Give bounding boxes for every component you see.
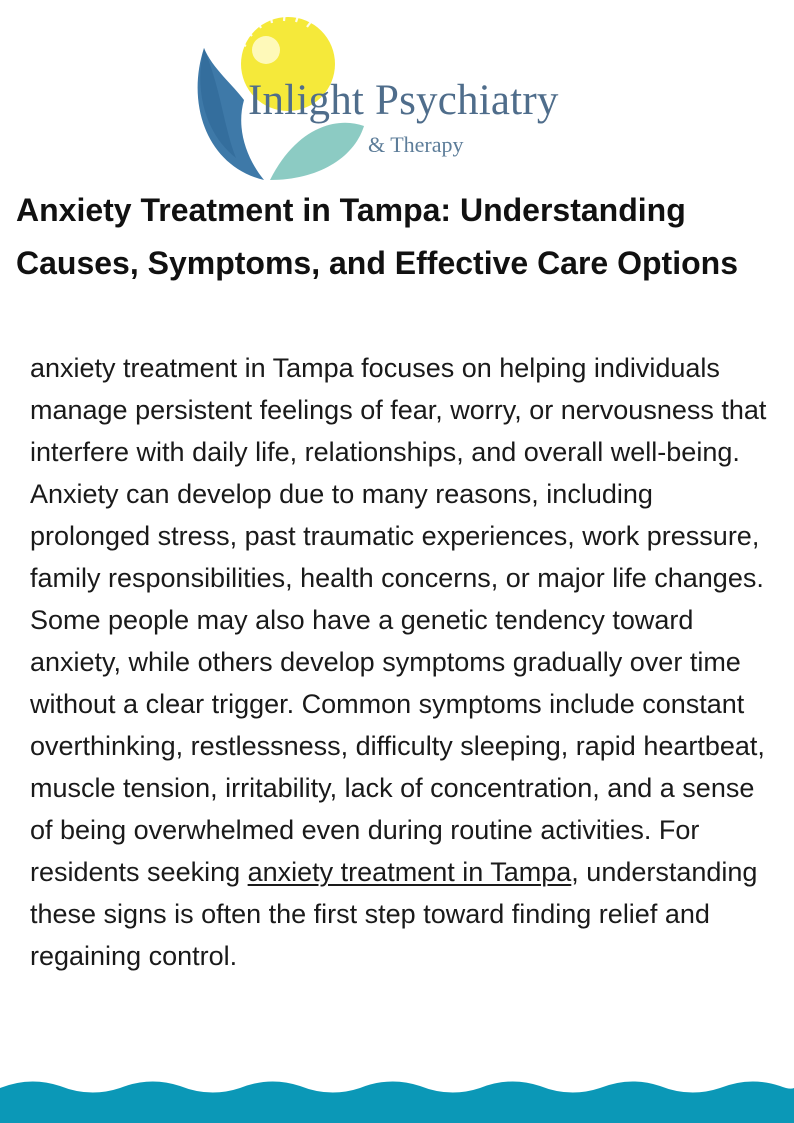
- brand-logo: [186, 8, 596, 184]
- wave-footer-decoration: [0, 1076, 794, 1123]
- article-title: Anxiety Treatment in Tampa: Understanding Causes, Symptoms, and Effective Care Options: [16, 192, 738, 281]
- article-paragraph: [30, 347, 770, 977]
- brand-name: Inlight Psychiatry: [248, 77, 559, 124]
- teal-leaf-icon: [270, 123, 364, 180]
- brand-subtitle: & Therapy: [368, 132, 464, 157]
- paragraph-text-start: anxiety treatment in Tampa focuses on helping individuals manage persistent feelings of fear, worry, or nervousness that interfere with daily life, relationships, and overall well-being. Anxiety can develop due to many reasons, including prolonged stress, past traumatic experiences, work pressure, family responsibilities, health concerns, or major life changes. Some people may also have a genetic tendency toward anxiety, while others develop symptoms gradually over time without a clear trigger. Common symptoms include constant overthinking, restlessness, difficulty sleeping, rapid heartbeat, muscle tension, irritability, lack of concentration, and a sense of being overwhelmed even during routine activities. For residents seeking: [30, 353, 767, 887]
- paragraph-text-end: , understanding these signs is often the first step toward finding relief and regaining control.: [30, 857, 758, 971]
- anxiety-treatment-link[interactable]: anxiety treatment in Tampa: [247, 857, 572, 887]
